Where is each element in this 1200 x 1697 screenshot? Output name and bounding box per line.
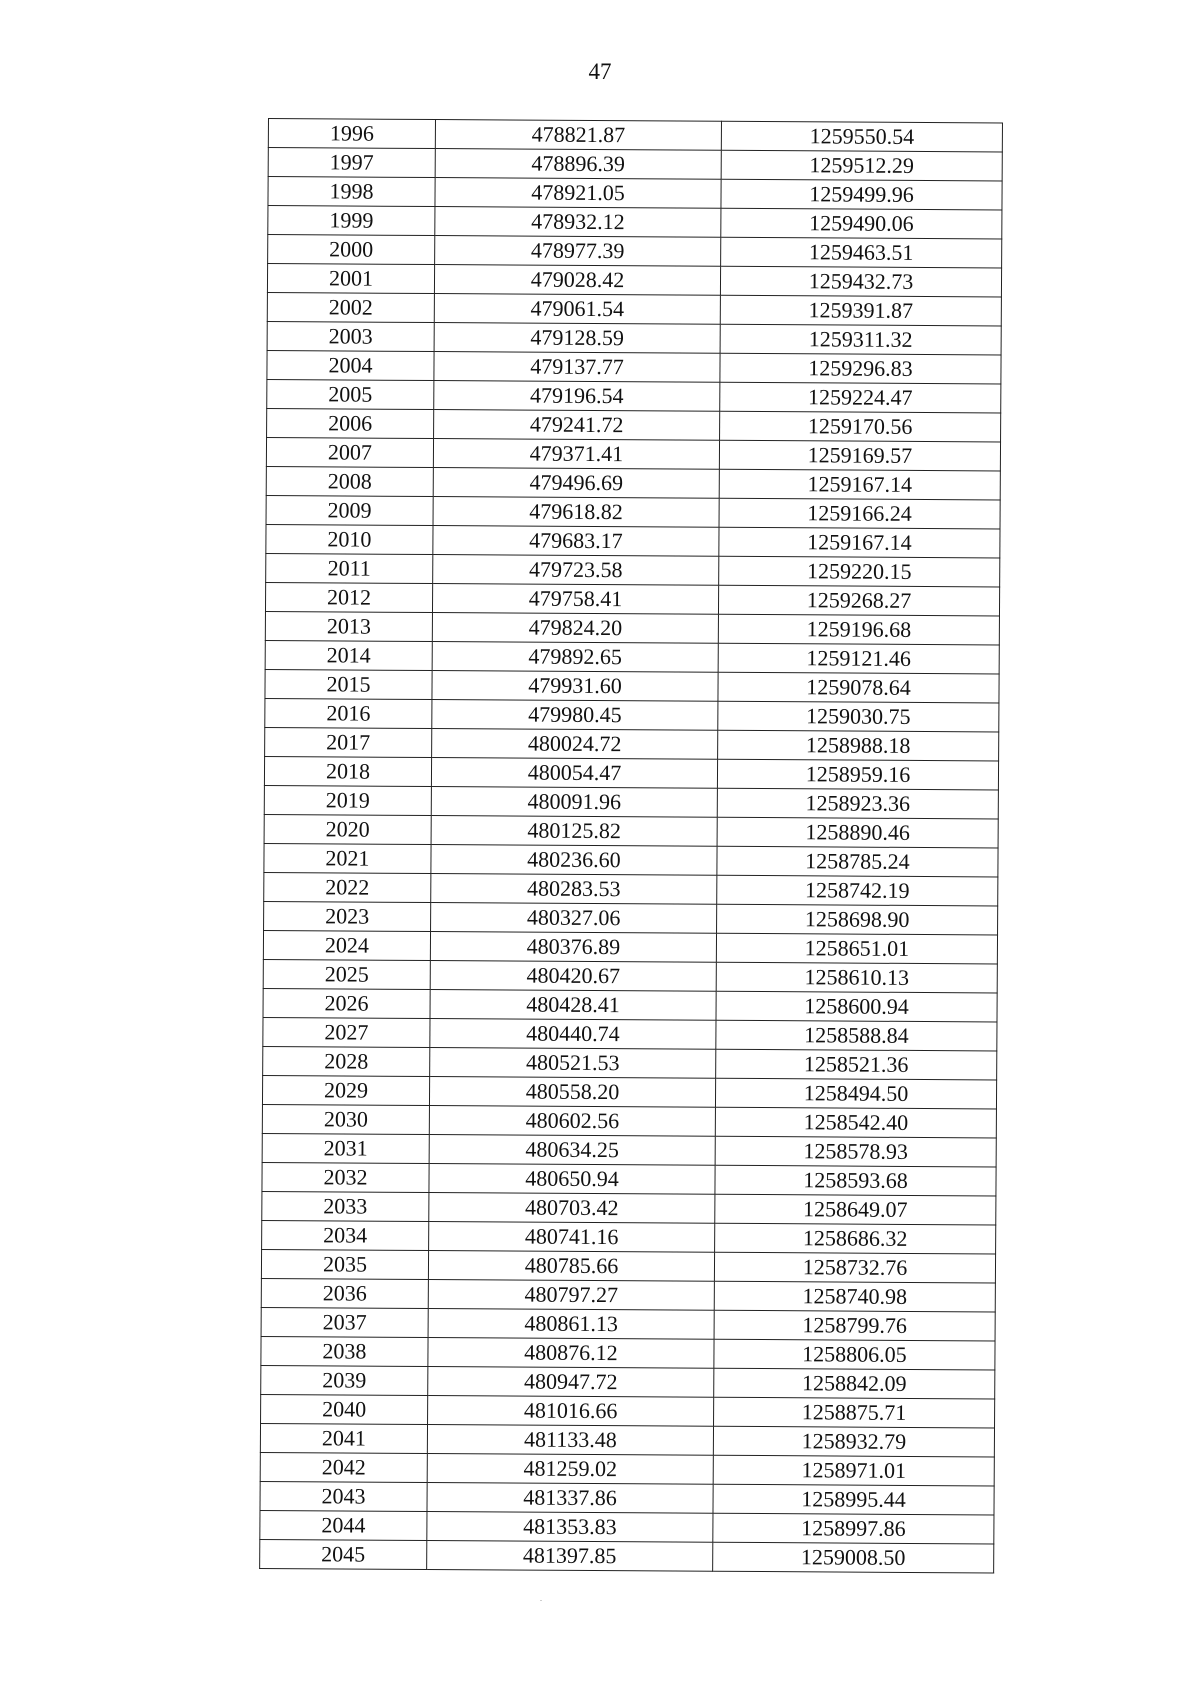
point-number-cell: 2012 — [265, 582, 432, 612]
y-coordinate-cell: 1259170.56 — [720, 411, 1001, 442]
x-coordinate-cell: 480947.72 — [428, 1366, 714, 1397]
y-coordinate-cell: 1258578.93 — [715, 1136, 996, 1167]
y-coordinate-cell: 1259008.50 — [713, 1542, 994, 1573]
point-number-cell: 2036 — [261, 1278, 428, 1308]
point-number-cell: 2008 — [266, 466, 433, 496]
table-row — [260, 1452, 994, 1485]
x-coordinate-cell: 480785.66 — [428, 1251, 714, 1282]
x-coordinate-cell: 479683.17 — [433, 526, 719, 557]
y-coordinate-cell: 1258997.86 — [713, 1513, 994, 1544]
x-coordinate-cell: 479723.58 — [433, 555, 719, 586]
y-coordinate-cell: 1258649.07 — [715, 1194, 996, 1225]
point-number-cell: 2026 — [263, 988, 430, 1018]
point-number-cell: 2017 — [265, 727, 432, 757]
y-coordinate-cell: 1258651.01 — [716, 933, 997, 964]
table-row — [260, 1423, 994, 1456]
table-row — [261, 1278, 995, 1311]
x-coordinate-cell: 480558.20 — [429, 1077, 715, 1108]
y-coordinate-cell: 1258842.09 — [714, 1368, 995, 1399]
point-number-cell: 2020 — [264, 814, 431, 844]
y-coordinate-cell: 1258686.32 — [715, 1223, 996, 1254]
y-coordinate-cell: 1258785.24 — [717, 846, 998, 877]
y-coordinate-cell: 1259196.68 — [718, 614, 999, 645]
point-number-cell: 2006 — [267, 408, 434, 438]
point-number-cell: 2011 — [266, 553, 433, 583]
point-number-cell: 2025 — [263, 959, 430, 989]
table-row — [265, 698, 999, 731]
x-coordinate-cell: 479758.41 — [432, 584, 718, 615]
y-coordinate-cell: 1258923.36 — [717, 788, 998, 819]
table-row — [267, 264, 1001, 297]
y-coordinate-cell: 1258610.13 — [716, 962, 997, 993]
table-row — [265, 640, 999, 673]
x-coordinate-cell: 480602.56 — [429, 1106, 715, 1137]
x-coordinate-cell: 481133.48 — [427, 1424, 713, 1455]
table-row — [264, 785, 998, 818]
x-coordinate-cell: 480741.16 — [429, 1222, 715, 1253]
x-coordinate-cell: 479371.41 — [433, 439, 719, 470]
y-coordinate-cell: 1258932.79 — [713, 1426, 994, 1457]
table-row — [262, 1162, 996, 1195]
y-coordinate-cell: 1258494.50 — [715, 1078, 996, 1109]
y-coordinate-cell: 1258995.44 — [713, 1484, 994, 1515]
y-coordinate-cell: 1259490.06 — [721, 208, 1002, 239]
point-number-cell: 2003 — [267, 321, 434, 351]
table-row — [263, 1017, 997, 1050]
x-coordinate-cell: 479931.60 — [432, 671, 718, 702]
x-coordinate-cell: 480024.72 — [432, 729, 718, 760]
table-row — [266, 524, 1000, 557]
y-coordinate-cell: 1259121.46 — [718, 643, 999, 674]
y-coordinate-cell: 1259512.29 — [721, 150, 1002, 181]
y-coordinate-cell: 1259550.54 — [721, 121, 1002, 152]
y-coordinate-cell: 1259463.51 — [721, 237, 1002, 268]
x-coordinate-cell: 480876.12 — [428, 1338, 714, 1369]
x-coordinate-cell: 479618.82 — [433, 497, 719, 528]
table-row — [267, 379, 1001, 412]
y-coordinate-cell: 1259432.73 — [720, 266, 1001, 297]
x-coordinate-cell: 478932.12 — [435, 207, 721, 238]
page-number: 47 — [588, 59, 612, 84]
x-coordinate-cell: 480091.96 — [431, 787, 717, 818]
point-number-cell: 2007 — [266, 437, 433, 467]
x-coordinate-cell: 481016.66 — [428, 1395, 714, 1426]
point-number-cell: 1998 — [268, 177, 435, 207]
point-number-cell: 2030 — [262, 1104, 429, 1134]
y-coordinate-cell: 1259499.96 — [721, 179, 1002, 210]
table-row — [266, 466, 1000, 499]
table-row — [263, 959, 997, 992]
y-coordinate-cell: 1259167.14 — [719, 527, 1000, 558]
table-row — [261, 1336, 995, 1369]
y-coordinate-cell: 1259078.64 — [718, 672, 999, 703]
y-coordinate-cell: 1258875.71 — [714, 1397, 995, 1428]
y-coordinate-cell: 1259167.14 — [719, 469, 1000, 500]
point-number-cell: 2023 — [264, 901, 431, 931]
point-number-cell: 2039 — [261, 1365, 428, 1395]
point-number-cell: 2029 — [262, 1075, 429, 1105]
table-row — [265, 669, 999, 702]
point-number-cell: 2042 — [260, 1452, 427, 1482]
x-coordinate-cell: 480703.42 — [429, 1193, 715, 1224]
y-coordinate-cell: 1258542.40 — [715, 1107, 996, 1138]
point-number-cell: 2031 — [262, 1133, 429, 1163]
table-row — [263, 988, 997, 1021]
table-row — [267, 292, 1001, 325]
x-coordinate-cell: 481337.86 — [427, 1482, 713, 1513]
y-coordinate-cell: 1258740.98 — [714, 1281, 995, 1312]
table-row — [263, 930, 997, 963]
y-coordinate-cell: 1258742.19 — [717, 875, 998, 906]
x-coordinate-cell: 479128.59 — [434, 323, 720, 354]
table-row — [266, 495, 1000, 528]
point-number-cell: 2004 — [267, 350, 434, 380]
table-row — [266, 437, 1000, 470]
x-coordinate-cell: 479496.69 — [433, 468, 719, 499]
x-coordinate-cell: 480376.89 — [430, 932, 716, 963]
point-number-cell: 2037 — [261, 1307, 428, 1337]
x-coordinate-cell: 479241.72 — [434, 410, 720, 441]
x-coordinate-cell: 480861.13 — [428, 1309, 714, 1340]
y-coordinate-cell: 1258588.84 — [716, 1020, 997, 1051]
x-coordinate-cell: 480236.60 — [431, 845, 717, 876]
y-coordinate-cell: 1258799.76 — [714, 1310, 995, 1341]
x-coordinate-cell: 480440.74 — [430, 1019, 716, 1050]
y-coordinate-cell: 1258732.76 — [714, 1252, 995, 1283]
y-coordinate-cell: 1259391.87 — [720, 295, 1001, 326]
point-number-cell: 2044 — [260, 1510, 427, 1540]
point-number-cell: 2013 — [265, 611, 432, 641]
y-coordinate-cell: 1259311.32 — [720, 324, 1001, 355]
y-coordinate-cell: 1258890.46 — [717, 817, 998, 848]
table-row — [265, 582, 999, 615]
table-row — [262, 1104, 996, 1137]
table-row — [266, 553, 1000, 586]
table-row — [261, 1365, 995, 1398]
table-row — [263, 1046, 997, 1079]
point-number-cell: 2014 — [265, 640, 432, 670]
point-number-cell: 2016 — [265, 698, 432, 728]
table-row — [260, 1539, 994, 1572]
table-row — [261, 1394, 995, 1427]
y-coordinate-cell: 1259169.57 — [719, 440, 1000, 471]
x-coordinate-cell: 479028.42 — [434, 265, 720, 296]
x-coordinate-cell: 479824.20 — [432, 613, 718, 644]
y-coordinate-cell: 1258698.90 — [717, 904, 998, 935]
table-row — [267, 350, 1001, 383]
table-row — [264, 901, 998, 934]
x-coordinate-cell: 480054.47 — [431, 758, 717, 789]
y-coordinate-cell: 1259296.83 — [720, 353, 1001, 384]
table-row — [265, 611, 999, 644]
x-coordinate-cell: 480125.82 — [431, 816, 717, 847]
x-coordinate-cell: 481353.83 — [427, 1511, 713, 1542]
point-number-cell: 2021 — [264, 843, 431, 873]
point-number-cell: 2043 — [260, 1481, 427, 1511]
point-number-cell: 2010 — [266, 524, 433, 554]
x-coordinate-cell: 480634.25 — [429, 1135, 715, 1166]
point-number-cell: 2040 — [261, 1394, 428, 1424]
x-coordinate-cell: 480327.06 — [431, 903, 717, 934]
table-row — [261, 1249, 995, 1282]
point-number-cell: 1997 — [268, 148, 435, 178]
table-row — [262, 1133, 996, 1166]
point-number-cell: 2035 — [261, 1249, 428, 1279]
table-row — [260, 1481, 994, 1514]
x-coordinate-cell: 479892.65 — [432, 642, 718, 673]
x-coordinate-cell: 478821.87 — [435, 120, 721, 151]
point-number-cell: 2045 — [260, 1539, 427, 1569]
point-number-cell: 2024 — [263, 930, 430, 960]
point-number-cell: 2041 — [260, 1423, 427, 1453]
table-row — [264, 756, 998, 789]
point-number-cell: 2038 — [261, 1336, 428, 1366]
y-coordinate-cell: 1259224.47 — [720, 382, 1001, 413]
coordinates-table — [259, 118, 1003, 1573]
point-number-cell: 2032 — [262, 1162, 429, 1192]
y-coordinate-cell: 1258959.16 — [717, 759, 998, 790]
x-coordinate-cell: 478921.05 — [435, 178, 721, 209]
table-row — [268, 148, 1002, 181]
x-coordinate-cell: 478977.39 — [435, 236, 721, 267]
coordinates-table-body — [260, 119, 1003, 1573]
x-coordinate-cell: 479196.54 — [434, 381, 720, 412]
point-number-cell: 2034 — [262, 1220, 429, 1250]
table-row — [267, 408, 1001, 441]
x-coordinate-cell: 478896.39 — [435, 149, 721, 180]
table-row — [264, 814, 998, 847]
table-row — [268, 206, 1002, 239]
table-row — [262, 1220, 996, 1253]
x-coordinate-cell: 480428.41 — [430, 990, 716, 1021]
x-coordinate-cell: 480797.27 — [428, 1280, 714, 1311]
x-coordinate-cell: 481397.85 — [427, 1540, 713, 1571]
y-coordinate-cell: 1259220.15 — [719, 556, 1000, 587]
point-number-cell: 2018 — [264, 756, 431, 786]
y-coordinate-cell: 1258988.18 — [718, 730, 999, 761]
y-coordinate-cell: 1258600.94 — [716, 991, 997, 1022]
x-coordinate-cell: 479137.77 — [434, 352, 720, 383]
x-coordinate-cell: 479980.45 — [432, 700, 718, 731]
point-number-cell: 2028 — [263, 1046, 430, 1076]
table-row — [268, 235, 1002, 268]
y-coordinate-cell: 1259030.75 — [718, 701, 999, 732]
x-coordinate-cell: 479061.54 — [434, 294, 720, 325]
point-number-cell: 2001 — [267, 264, 434, 294]
point-number-cell: 2002 — [267, 292, 434, 322]
point-number-cell: 2000 — [268, 235, 435, 265]
table-row — [264, 843, 998, 876]
x-coordinate-cell: 480650.94 — [429, 1164, 715, 1195]
x-coordinate-cell: 480521.53 — [430, 1048, 716, 1079]
y-coordinate-cell: 1259166.24 — [719, 498, 1000, 529]
point-number-cell: 2015 — [265, 669, 432, 699]
y-coordinate-cell: 1258806.05 — [714, 1339, 995, 1370]
y-coordinate-cell: 1259268.27 — [718, 585, 999, 616]
x-coordinate-cell: 481259.02 — [427, 1453, 713, 1484]
point-number-cell: 2022 — [264, 872, 431, 902]
point-number-cell: 2033 — [262, 1191, 429, 1221]
scan-artifact — [540, 1600, 542, 1601]
y-coordinate-cell: 1258593.68 — [715, 1165, 996, 1196]
point-number-cell: 1996 — [268, 119, 435, 149]
x-coordinate-cell: 480283.53 — [431, 874, 717, 905]
table-row — [261, 1307, 995, 1340]
table-row — [260, 1510, 994, 1543]
point-number-cell: 2027 — [263, 1017, 430, 1047]
point-number-cell: 2005 — [267, 379, 434, 409]
table-row — [265, 727, 999, 760]
table-row — [268, 119, 1002, 152]
x-coordinate-cell: 480420.67 — [430, 961, 716, 992]
table-row — [264, 872, 998, 905]
table-row — [268, 177, 1002, 210]
y-coordinate-cell: 1258521.36 — [716, 1049, 997, 1080]
table-row — [262, 1191, 996, 1224]
point-number-cell: 2019 — [264, 785, 431, 815]
point-number-cell: 2009 — [266, 495, 433, 525]
point-number-cell: 1999 — [268, 206, 435, 236]
table-row — [262, 1075, 996, 1108]
y-coordinate-cell: 1258971.01 — [713, 1455, 994, 1486]
table-row — [267, 321, 1001, 354]
